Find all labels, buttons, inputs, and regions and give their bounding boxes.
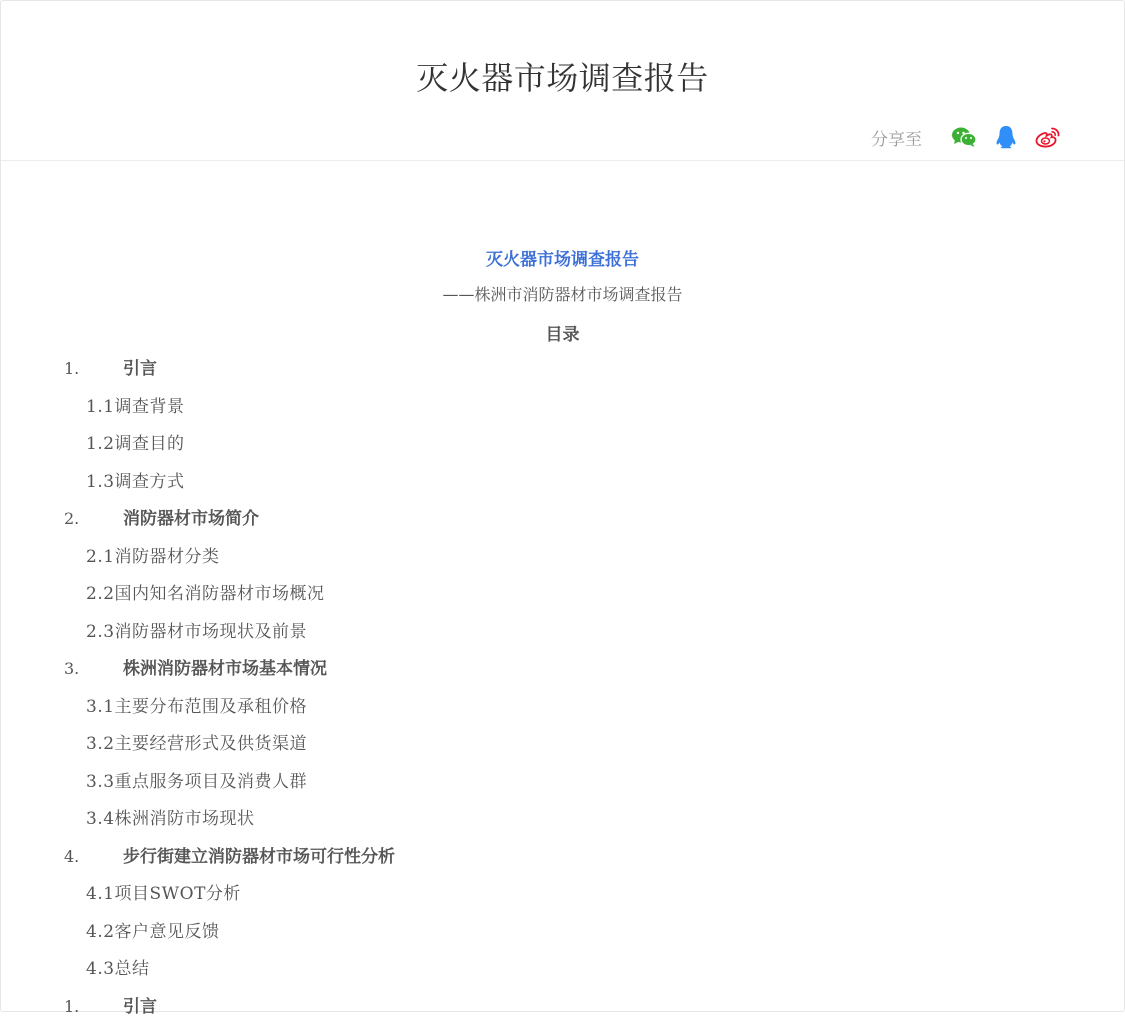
- page-title: 灭火器市场调查报告: [416, 59, 709, 97]
- toc-section-number: 1.: [64, 359, 80, 378]
- toc-subsection-label: 2.2国内知名消防器材市场概况: [86, 584, 325, 604]
- share-label: 分享至: [871, 129, 922, 150]
- toc-section-label: 消防器材市场简介: [123, 509, 259, 529]
- wechat-icon: [951, 126, 977, 148]
- toc-subsection-label: 1.1调查背景: [86, 396, 185, 417]
- document-title: 灭火器市场调查报告: [486, 250, 639, 270]
- toc-subsection-label: 3.2主要经营形式及供货渠道: [86, 734, 308, 754]
- toc-subsection-label: 1.3调查方式: [86, 471, 185, 492]
- header: [1, 1, 1124, 161]
- toc-section-label: 引言: [123, 359, 157, 379]
- share-weibo-button[interactable]: [1034, 123, 1062, 151]
- toc-subsection-label: 1.2调查目的: [86, 434, 185, 454]
- toc-title: 目录: [545, 325, 580, 345]
- toc-section-label: 株洲消防器材市场基本情况: [123, 659, 327, 679]
- weibo-icon: [1035, 126, 1061, 148]
- toc-section-number: 1.: [64, 996, 80, 1016]
- toc-subsection-label: 4.3总结: [86, 959, 150, 979]
- toc-section-number: 3.: [64, 659, 80, 678]
- qq-icon: [995, 125, 1017, 149]
- share-wechat-button[interactable]: [950, 123, 978, 151]
- document-subtitle: ——株洲市消防器材市场调查报告: [442, 285, 683, 304]
- toc-section-number: 4.: [64, 846, 80, 866]
- toc-subsection-label: 3.3重点服务项目及消费人群: [86, 771, 308, 792]
- toc-section-label: 引言: [123, 996, 157, 1017]
- toc-subsection-label: 2.3消防器材市场现状及前景: [86, 621, 308, 642]
- toc-section-number: 2.: [64, 509, 80, 528]
- share-bar: [871, 122, 1062, 152]
- share-qq-button[interactable]: [992, 123, 1020, 151]
- toc-subsection-label: 2.1消防器材分类: [86, 546, 220, 567]
- toc-subsection-label: 4.1项目SWOT分析: [86, 884, 241, 904]
- toc-subsection-label: 3.1主要分布范围及承租价格: [86, 696, 308, 717]
- toc-subsection-label: 4.2客户意见反馈: [86, 921, 220, 942]
- toc-subsection-label: 3.4株洲消防市场现状: [86, 809, 255, 829]
- toc-section-label: 步行街建立消防器材市场可行性分析: [123, 846, 395, 867]
